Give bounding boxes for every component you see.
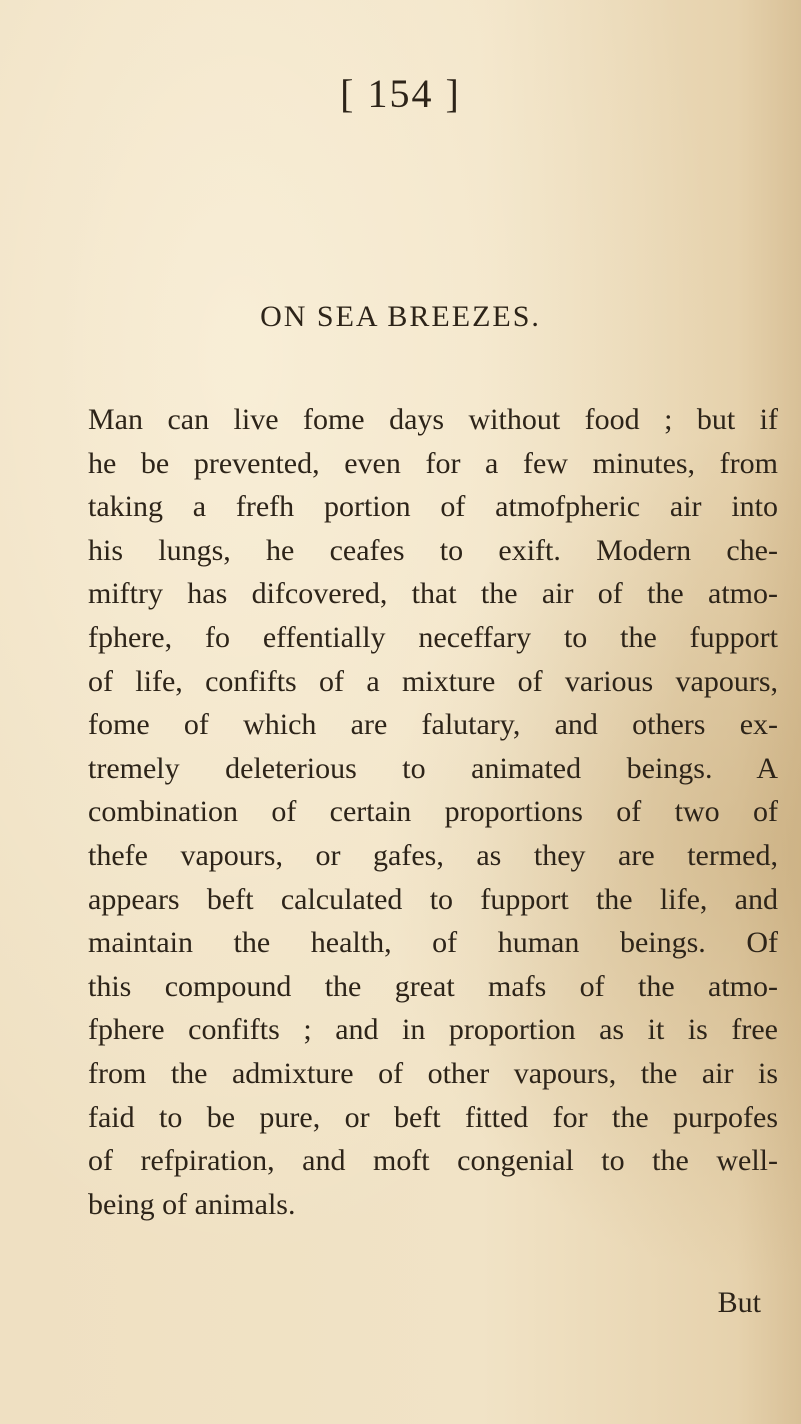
- page-number: [ 154 ]: [340, 71, 461, 116]
- text-line: this compound the great mafs of the atmo-: [88, 969, 778, 1003]
- text-line: thefe vapours, or gafes, as they are termed,: [88, 838, 778, 872]
- text-line: from the admixture of other vapours, the air is: [88, 1056, 778, 1090]
- text-line: his lungs, he ceafes to exift. Modern che-: [88, 533, 778, 567]
- text-line: fome of which are falutary, and others ex-: [88, 708, 778, 742]
- text-line: of life, confifts of a mixture of various vapours,: [88, 664, 778, 698]
- catchword: But: [717, 1286, 761, 1319]
- text-line: miftry has difcovered, that the air of the atmo-: [88, 577, 778, 611]
- chapter-heading: ON SEA BREEZES.: [260, 300, 541, 333]
- body-paragraph: [88, 398, 778, 1226]
- text-line: fphere confifts ; and in proportion as it is free: [88, 1013, 778, 1047]
- text-line: combination of certain proportions of two of: [88, 795, 778, 829]
- text-line: Man can live fome days without food ; but if: [88, 403, 778, 436]
- text-line: taking a frefh portion of atmofpheric air into: [88, 490, 778, 524]
- text-line: he be prevented, even for a few minutes, from: [88, 446, 778, 480]
- text-line: appears beft calculated to fupport the life, and: [88, 882, 778, 916]
- text-line: faid to be pure, or beft fitted for the purpofes: [88, 1100, 778, 1134]
- text-line: fphere, fo effentially neceffary to the fupport: [88, 620, 778, 654]
- text-line: tremely deleterious to animated beings. A: [88, 751, 778, 785]
- text-line: of refpiration, and moft congenial to the well-: [88, 1144, 778, 1178]
- text-line: maintain the health, of human beings. Of: [88, 926, 778, 960]
- text-line-last: being of animals.: [88, 1187, 296, 1221]
